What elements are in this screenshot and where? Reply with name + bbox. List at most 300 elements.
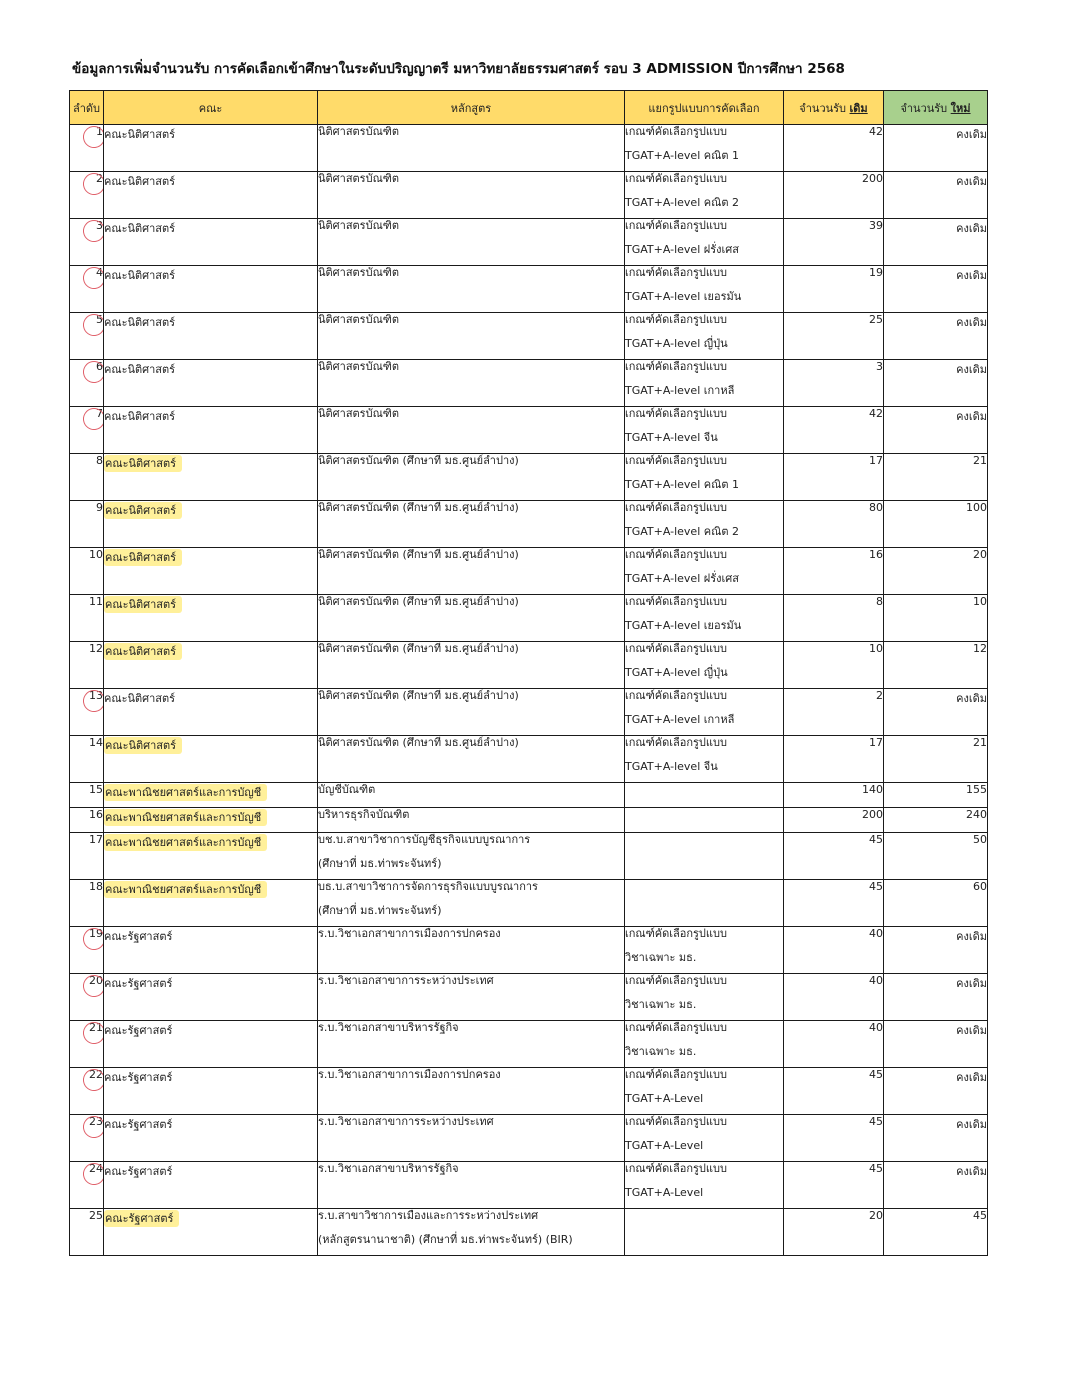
cell-faculty <box>104 1068 318 1115</box>
selection-line: เกณฑ์คัดเลือกรูปแบบ <box>625 1068 727 1081</box>
cell-no <box>70 219 104 266</box>
program-line: (ศึกษาที่ มธ.ท่าพระจันทร์) <box>318 904 442 917</box>
selection-line: เกณฑ์คัดเลือกรูปแบบ <box>625 1021 727 1034</box>
cell-new-quota: คงเดิม <box>884 1068 988 1115</box>
cell-new-quota: 21 <box>884 454 988 501</box>
selection-lines <box>625 501 783 545</box>
cell-no <box>70 407 104 454</box>
selection-line: TGAT+A-level จีน <box>625 431 718 444</box>
program-lines <box>318 407 624 427</box>
selection-line: เกณฑ์คัดเลือกรูปแบบ <box>625 736 727 749</box>
selection-lines <box>625 1115 783 1159</box>
selection-line: TGAT+A-level เยอรมัน <box>625 290 742 303</box>
selection-line: เกณฑ์คัดเลือกรูปแบบ <box>625 219 727 232</box>
faculty-name: คณะรัฐศาสตร์ <box>104 1165 173 1178</box>
cell-selection <box>625 1162 784 1209</box>
selection-lines <box>625 172 783 216</box>
cell-no <box>70 595 104 642</box>
cell-faculty <box>104 125 318 172</box>
selection-line: วิชาเฉพาะ มธ. <box>625 951 697 964</box>
cell-old-quota: 2 <box>784 689 884 736</box>
row-number: 22 <box>89 1068 103 1081</box>
selection-line: เกณฑ์คัดเลือกรูปแบบ <box>625 454 727 467</box>
circle-mark <box>81 172 103 197</box>
row-number: 1 <box>96 125 103 138</box>
selection-line: TGAT+A-Level <box>625 1186 704 1199</box>
header-faculty: คณะ <box>104 91 318 125</box>
cell-old-quota: 45 <box>784 1115 884 1162</box>
cell-no <box>70 501 104 548</box>
selection-line: TGAT+A-level จีน <box>625 760 718 773</box>
cell-new-quota: 100 <box>884 501 988 548</box>
selection-lines <box>625 642 783 686</box>
program-line: นิติศาสตรบัณฑิต <box>318 360 400 373</box>
row-number: 10 <box>89 548 103 561</box>
cell-no <box>70 927 104 974</box>
cell-old-quota: 16 <box>784 548 884 595</box>
cell-selection <box>625 548 784 595</box>
program-line: ร.บ.วิชาเอกสาขาการระหว่างประเทศ <box>318 974 494 987</box>
cell-program <box>318 407 625 454</box>
cell-no <box>70 736 104 783</box>
faculty-name: คณะนิติศาสตร์ <box>104 455 182 472</box>
table-row <box>70 172 988 219</box>
cell-selection <box>625 407 784 454</box>
cell-faculty <box>104 407 318 454</box>
cell-selection <box>625 689 784 736</box>
cell-faculty <box>104 172 318 219</box>
cell-no <box>70 1115 104 1162</box>
cell-old-quota: 200 <box>784 808 884 833</box>
table-row <box>70 125 988 172</box>
row-number: 2 <box>96 172 103 185</box>
selection-lines <box>625 548 783 592</box>
cell-selection <box>625 595 784 642</box>
cell-old-quota: 19 <box>784 266 884 313</box>
program-lines <box>318 454 624 474</box>
cell-old-quota: 39 <box>784 219 884 266</box>
faculty-name: คณะพาณิชยศาสตร์และการบัญชี <box>104 834 267 851</box>
cell-selection <box>625 501 784 548</box>
selection-line: เกณฑ์คัดเลือกรูปแบบ <box>625 689 727 702</box>
selection-line: เกณฑ์คัดเลือกรูปแบบ <box>625 548 727 561</box>
cell-program <box>318 219 625 266</box>
selection-line: TGAT+A-Level <box>625 1092 704 1105</box>
selection-lines <box>625 1021 783 1065</box>
program-lines <box>318 642 624 662</box>
cell-program <box>318 974 625 1021</box>
cell-selection <box>625 736 784 783</box>
selection-lines <box>625 1068 783 1112</box>
faculty-name: คณะนิติศาสตร์ <box>104 316 176 329</box>
selection-lines <box>625 407 783 451</box>
cell-old-quota: 20 <box>784 1209 884 1256</box>
program-lines <box>318 1021 624 1041</box>
selection-lines <box>625 266 783 310</box>
faculty-name: คณะนิติศาสตร์ <box>104 128 176 141</box>
selection-line: TGAT+A-level คณิต 1 <box>625 149 739 162</box>
cell-program <box>318 783 625 808</box>
cell-faculty <box>104 219 318 266</box>
cell-faculty <box>104 313 318 360</box>
header-new-emph: ใหม่ <box>950 101 971 115</box>
cell-old-quota: 45 <box>784 1162 884 1209</box>
selection-line: TGAT+A-level เกาหลี <box>625 384 735 397</box>
cell-selection <box>625 1115 784 1162</box>
program-line: ร.บ.วิชาเอกสาขาบริหารรัฐกิจ <box>318 1162 459 1175</box>
header-no: ลำดับ <box>70 91 104 125</box>
header-program: หลักสูตร <box>318 91 625 125</box>
cell-new-quota: คงเดิม <box>884 689 988 736</box>
cell-faculty <box>104 642 318 689</box>
cell-new-quota: 155 <box>884 783 988 808</box>
cell-no <box>70 642 104 689</box>
selection-lines <box>625 219 783 263</box>
cell-faculty <box>104 1115 318 1162</box>
row-number: 25 <box>89 1209 103 1222</box>
program-lines <box>318 266 624 286</box>
cell-faculty <box>104 880 318 927</box>
selection-line: TGAT+A-level ญี่ปุ่น <box>625 337 728 350</box>
row-number: 24 <box>89 1162 103 1175</box>
program-lines <box>318 1209 624 1253</box>
faculty-name: คณะนิติศาสตร์ <box>104 737 182 754</box>
cell-faculty <box>104 974 318 1021</box>
faculty-name: คณะพาณิชยศาสตร์และการบัญชี <box>104 784 267 801</box>
faculty-name: คณะรัฐศาสตร์ <box>104 930 173 943</box>
cell-program <box>318 266 625 313</box>
program-lines <box>318 1068 624 1088</box>
cell-new-quota: 12 <box>884 642 988 689</box>
cell-new-quota: คงเดิม <box>884 974 988 1021</box>
cell-old-quota: 3 <box>784 360 884 407</box>
circle-mark <box>81 1021 103 1046</box>
faculty-name: คณะรัฐศาสตร์ <box>104 1118 173 1131</box>
cell-no <box>70 266 104 313</box>
table-row <box>70 219 988 266</box>
cell-faculty <box>104 689 318 736</box>
cell-faculty <box>104 1209 318 1256</box>
table-row <box>70 501 988 548</box>
table-row <box>70 736 988 783</box>
table-body <box>70 125 988 1256</box>
faculty-name: คณะรัฐศาสตร์ <box>104 1071 173 1084</box>
table-row <box>70 1209 988 1256</box>
cell-no <box>70 833 104 880</box>
selection-line: เกณฑ์คัดเลือกรูปแบบ <box>625 595 727 608</box>
selection-lines <box>625 1162 783 1206</box>
header-old-quota <box>784 91 884 125</box>
row-number: 17 <box>89 833 103 846</box>
cell-program <box>318 313 625 360</box>
cell-new-quota: คงเดิม <box>884 360 988 407</box>
cell-faculty <box>104 595 318 642</box>
selection-line: เกณฑ์คัดเลือกรูปแบบ <box>625 1115 727 1128</box>
cell-new-quota: คงเดิม <box>884 313 988 360</box>
program-lines <box>318 880 624 924</box>
cell-selection <box>625 1068 784 1115</box>
table-row <box>70 1115 988 1162</box>
cell-new-quota: 21 <box>884 736 988 783</box>
faculty-name: คณะนิติศาสตร์ <box>104 269 176 282</box>
row-number: 8 <box>96 454 103 467</box>
program-lines <box>318 172 624 192</box>
program-line: (หลักสูตรนานาชาติ) (ศึกษาที่ มธ.ท่าพระจันทร์) (BIR) <box>318 1233 573 1246</box>
faculty-name: คณะนิติศาสตร์ <box>104 549 182 566</box>
cell-new-quota: 60 <box>884 880 988 927</box>
table-row <box>70 548 988 595</box>
program-lines <box>318 1115 624 1135</box>
faculty-name: คณะรัฐศาสตร์ <box>104 1024 173 1037</box>
header-new-quota <box>884 91 988 125</box>
cell-old-quota: 40 <box>784 927 884 974</box>
selection-line: TGAT+A-level ฝรั่งเศส <box>625 572 739 585</box>
table-row <box>70 880 988 927</box>
cell-old-quota: 25 <box>784 313 884 360</box>
program-line: นิติศาสตรบัณฑิต (ศึกษาที่ มธ.ศูนย์ลำปาง) <box>318 689 519 702</box>
cell-program <box>318 642 625 689</box>
cell-program <box>318 1115 625 1162</box>
cell-new-quota: คงเดิม <box>884 125 988 172</box>
row-number: 9 <box>96 501 103 514</box>
cell-selection <box>625 1021 784 1068</box>
selection-line: เกณฑ์คัดเลือกรูปแบบ <box>625 360 727 373</box>
program-line: ร.บ.วิชาเอกสาขาการเมืองการปกครอง <box>318 1068 501 1081</box>
cell-selection <box>625 313 784 360</box>
circle-mark <box>81 1115 103 1140</box>
selection-lines <box>625 974 783 1018</box>
cell-faculty <box>104 927 318 974</box>
cell-no <box>70 1021 104 1068</box>
cell-new-quota: คงเดิม <box>884 172 988 219</box>
selection-lines <box>625 313 783 357</box>
circle-mark <box>81 689 103 714</box>
cell-old-quota: 80 <box>784 501 884 548</box>
cell-faculty <box>104 266 318 313</box>
row-number: 19 <box>89 927 103 940</box>
program-line: บช.บ.สาขาวิชาการบัญชีธุรกิจแบบบูรณาการ <box>318 833 531 846</box>
cell-new-quota: 45 <box>884 1209 988 1256</box>
faculty-name: คณะนิติศาสตร์ <box>104 363 176 376</box>
table-row <box>70 642 988 689</box>
cell-no <box>70 454 104 501</box>
program-line: นิติศาสตรบัณฑิต (ศึกษาที่ มธ.ศูนย์ลำปาง) <box>318 501 519 514</box>
program-line: นิติศาสตรบัณฑิต <box>318 407 400 420</box>
cell-selection <box>625 266 784 313</box>
cell-no <box>70 880 104 927</box>
selection-line: TGAT+A-level เกาหลี <box>625 713 735 726</box>
cell-old-quota: 42 <box>784 407 884 454</box>
table-header-row <box>70 91 988 125</box>
circle-mark <box>81 266 103 291</box>
program-lines <box>318 501 624 521</box>
selection-line: TGAT+A-level คณิต 2 <box>625 196 739 209</box>
cell-no <box>70 1209 104 1256</box>
table-row <box>70 595 988 642</box>
program-lines <box>318 808 624 828</box>
table-row <box>70 454 988 501</box>
cell-no <box>70 689 104 736</box>
row-number: 20 <box>89 974 103 987</box>
cell-program <box>318 548 625 595</box>
program-lines <box>318 736 624 756</box>
faculty-name: คณะนิติศาสตร์ <box>104 596 182 613</box>
selection-line: TGAT+A-level ญี่ปุ่น <box>625 666 728 679</box>
program-lines <box>318 595 624 615</box>
selection-line: เกณฑ์คัดเลือกรูปแบบ <box>625 501 727 514</box>
cell-new-quota: คงเดิม <box>884 1162 988 1209</box>
cell-no <box>70 360 104 407</box>
cell-selection <box>625 927 784 974</box>
selection-line: เกณฑ์คัดเลือกรูปแบบ <box>625 407 727 420</box>
program-line: ร.บ.วิชาเอกสาขาการระหว่างประเทศ <box>318 1115 494 1128</box>
faculty-name: คณะพาณิชยศาสตร์และการบัญชี <box>104 809 267 826</box>
cell-program <box>318 1209 625 1256</box>
cell-program <box>318 1021 625 1068</box>
cell-faculty <box>104 548 318 595</box>
table-row <box>70 360 988 407</box>
cell-faculty <box>104 360 318 407</box>
cell-no <box>70 974 104 1021</box>
selection-line: TGAT+A-level คณิต 1 <box>625 478 739 491</box>
cell-faculty <box>104 808 318 833</box>
cell-old-quota: 8 <box>784 595 884 642</box>
cell-new-quota: 10 <box>884 595 988 642</box>
program-lines <box>318 125 624 145</box>
cell-program <box>318 736 625 783</box>
cell-no <box>70 1068 104 1115</box>
cell-new-quota: คงเดิม <box>884 266 988 313</box>
program-line: บัญชีบัณฑิต <box>318 783 376 796</box>
cell-program <box>318 927 625 974</box>
cell-old-quota: 45 <box>784 880 884 927</box>
cell-selection <box>625 1209 784 1256</box>
cell-program <box>318 172 625 219</box>
table-row <box>70 974 988 1021</box>
table-row <box>70 1068 988 1115</box>
faculty-name: คณะรัฐศาสตร์ <box>104 1210 179 1227</box>
program-lines <box>318 219 624 239</box>
selection-line: เกณฑ์คัดเลือกรูปแบบ <box>625 125 727 138</box>
row-number: 16 <box>89 808 103 821</box>
program-line: (ศึกษาที่ มธ.ท่าพระจันทร์) <box>318 857 442 870</box>
cell-selection <box>625 454 784 501</box>
cell-no <box>70 783 104 808</box>
row-number: 21 <box>89 1021 103 1034</box>
circle-mark <box>81 1068 103 1093</box>
program-lines <box>318 974 624 994</box>
row-number: 7 <box>96 407 103 420</box>
header-old-emph: เดิม <box>849 101 868 115</box>
program-lines <box>318 783 624 803</box>
row-number: 3 <box>96 219 103 232</box>
row-number: 4 <box>96 266 103 279</box>
cell-faculty <box>104 1021 318 1068</box>
table-row <box>70 407 988 454</box>
circle-mark <box>81 313 103 338</box>
faculty-name: คณะนิติศาสตร์ <box>104 502 182 519</box>
program-lines <box>318 1162 624 1182</box>
table-row <box>70 1162 988 1209</box>
cell-faculty <box>104 833 318 880</box>
cell-old-quota: 42 <box>784 125 884 172</box>
cell-selection <box>625 642 784 689</box>
cell-old-quota: 45 <box>784 833 884 880</box>
cell-selection <box>625 125 784 172</box>
cell-no <box>70 808 104 833</box>
cell-faculty <box>104 454 318 501</box>
cell-old-quota: 140 <box>784 783 884 808</box>
cell-old-quota: 200 <box>784 172 884 219</box>
cell-old-quota: 40 <box>784 1021 884 1068</box>
selection-line: วิชาเฉพาะ มธ. <box>625 1045 697 1058</box>
cell-new-quota: 50 <box>884 833 988 880</box>
cell-new-quota: คงเดิม <box>884 1021 988 1068</box>
cell-program <box>318 833 625 880</box>
cell-selection <box>625 974 784 1021</box>
program-line: นิติศาสตรบัณฑิต (ศึกษาที่ มธ.ศูนย์ลำปาง) <box>318 548 519 561</box>
faculty-name: คณะนิติศาสตร์ <box>104 692 176 705</box>
faculty-name: คณะนิติศาสตร์ <box>104 175 176 188</box>
selection-line: เกณฑ์คัดเลือกรูปแบบ <box>625 927 727 940</box>
selection-line: เกณฑ์คัดเลือกรูปแบบ <box>625 172 727 185</box>
selection-line: เกณฑ์คัดเลือกรูปแบบ <box>625 266 727 279</box>
program-lines <box>318 313 624 333</box>
selection-lines <box>625 595 783 639</box>
cell-new-quota: คงเดิม <box>884 1115 988 1162</box>
document-title: ข้อมูลการเพิ่มจำนวนรับ การคัดเลือกเข้าศึกษาในระดับปริญญาตรี มหาวิทยาลัยธรรมศาสตร์ รอบ 3 ADMISSION ปีการศึกษา 2568 <box>72 61 845 77</box>
cell-old-quota: 45 <box>784 1068 884 1115</box>
circle-mark <box>81 125 103 150</box>
cell-selection <box>625 833 784 880</box>
row-number: 12 <box>89 642 103 655</box>
program-line: ร.บ.สาขาวิชาการเมืองและการระหว่างประเทศ <box>318 1209 539 1222</box>
program-line: บริหารธุรกิจบัณฑิต <box>318 808 410 821</box>
row-number: 18 <box>89 880 103 893</box>
row-number: 5 <box>96 313 103 326</box>
cell-program <box>318 1162 625 1209</box>
table-row <box>70 1021 988 1068</box>
cell-faculty <box>104 1162 318 1209</box>
cell-faculty <box>104 501 318 548</box>
program-lines <box>318 548 624 568</box>
cell-selection <box>625 783 784 808</box>
table-row <box>70 313 988 360</box>
cell-program <box>318 595 625 642</box>
cell-program <box>318 501 625 548</box>
cell-faculty <box>104 736 318 783</box>
program-line: ร.บ.วิชาเอกสาขาการเมืองการปกครอง <box>318 927 501 940</box>
program-line: นิติศาสตรบัณฑิต (ศึกษาที่ มธ.ศูนย์ลำปาง) <box>318 736 519 749</box>
cell-program <box>318 1068 625 1115</box>
selection-line: TGAT+A-level คณิต 2 <box>625 525 739 538</box>
cell-new-quota: คงเดิม <box>884 407 988 454</box>
row-number: 15 <box>89 783 103 796</box>
selection-line: เกณฑ์คัดเลือกรูปแบบ <box>625 974 727 987</box>
circle-mark <box>81 927 103 952</box>
cell-program <box>318 689 625 736</box>
selection-lines <box>625 736 783 780</box>
cell-old-quota: 17 <box>784 736 884 783</box>
row-number: 14 <box>89 736 103 749</box>
cell-new-quota: คงเดิม <box>884 927 988 974</box>
selection-lines <box>625 454 783 498</box>
program-line: นิติศาสตรบัณฑิต <box>318 313 400 326</box>
cell-new-quota: 240 <box>884 808 988 833</box>
faculty-name: คณะพาณิชยศาสตร์และการบัญชี <box>104 881 267 898</box>
table-row <box>70 833 988 880</box>
cell-no <box>70 313 104 360</box>
